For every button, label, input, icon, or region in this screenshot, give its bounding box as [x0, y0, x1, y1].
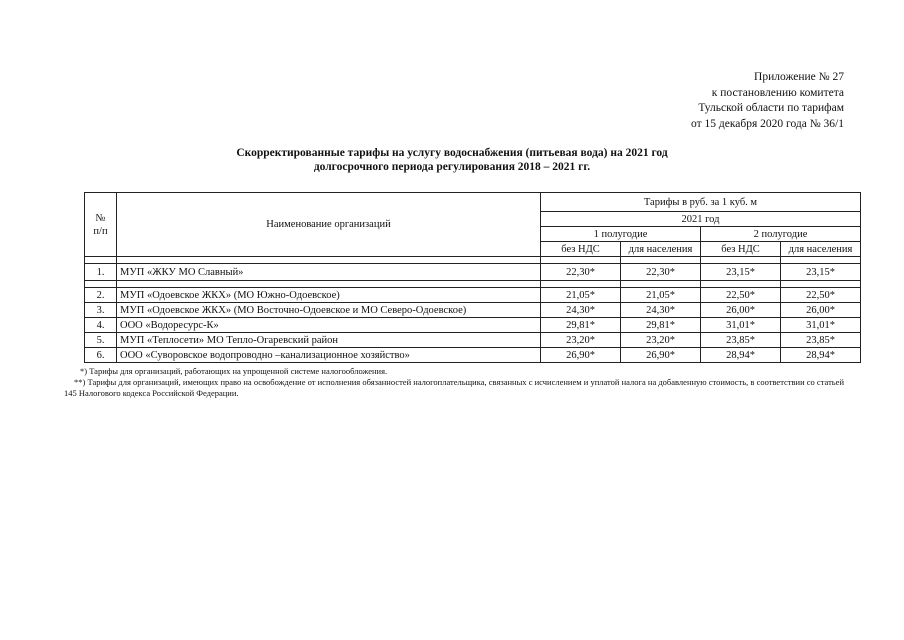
header-num-line-1: №: [95, 212, 106, 224]
header-year: 2021 год: [541, 212, 861, 227]
table-row: [85, 264, 861, 281]
header-no-vat-2: без НДС: [701, 242, 781, 257]
row-num: 6.: [85, 348, 117, 363]
table-row: [85, 318, 861, 333]
appendix-line-4: от 15 декабря 2020 года № 36/1: [691, 117, 844, 130]
row-h1-no-vat: 24,30*: [541, 303, 621, 318]
row-organization: МУП «ЖКУ МО Славный»: [117, 264, 541, 281]
header-half-1: 1 полугодие: [541, 227, 701, 242]
header-tariffs: Тарифы в руб. за 1 куб. м: [541, 193, 861, 212]
title-line-2: долгосрочного периода регулирования 2018 – 2021 гг.: [313, 161, 591, 173]
row-h2-no-vat: 22,50*: [701, 288, 781, 303]
row-h1-no-vat: 22,30*: [541, 264, 621, 281]
row-h1-no-vat: 29,81*: [541, 318, 621, 333]
appendix-block: [691, 70, 844, 132]
row-h2-population: 22,50*: [781, 288, 861, 303]
header-num-line-2: п/п: [93, 225, 108, 237]
table-row: [85, 333, 861, 348]
row-h1-population: 26,90*: [621, 348, 701, 363]
table-gap-row: [85, 281, 861, 288]
row-h1-population: 22,30*: [621, 264, 701, 281]
row-organization: МУП «Одоевское ЖКХ» (МО Южно-Одоевское): [117, 288, 541, 303]
row-h1-population: 21,05*: [621, 288, 701, 303]
document-title: [0, 146, 904, 174]
row-h1-no-vat: 21,05*: [541, 288, 621, 303]
header-row-1: [85, 193, 861, 212]
row-h2-population: 31,01*: [781, 318, 861, 333]
header-half-2: 2 полугодие: [701, 227, 861, 242]
footnote-1: *) Тарифы для организаций, работающих на упрощенной системе налогообложения.: [80, 366, 388, 376]
row-h2-population: 23,85*: [781, 333, 861, 348]
row-h1-no-vat: 23,20*: [541, 333, 621, 348]
row-num: 4.: [85, 318, 117, 333]
row-h1-no-vat: 26,90*: [541, 348, 621, 363]
appendix-line-1: Приложение № 27: [754, 71, 844, 83]
header-population-2: для населения: [781, 242, 861, 257]
header-no-vat-1: без НДС: [541, 242, 621, 257]
header-num: [85, 193, 117, 257]
tariffs-table: [84, 192, 861, 363]
row-h2-no-vat: 31,01*: [701, 318, 781, 333]
appendix-line-3: Тульской области по тарифам: [698, 102, 844, 114]
row-h2-no-vat: 23,15*: [701, 264, 781, 281]
table-row: [85, 288, 861, 303]
row-h2-population: 26,00*: [781, 303, 861, 318]
row-h2-no-vat: 28,94*: [701, 348, 781, 363]
row-h2-no-vat: 26,00*: [701, 303, 781, 318]
row-h2-no-vat: 23,85*: [701, 333, 781, 348]
header-population-1: для населения: [621, 242, 701, 257]
row-organization: ООО «Суворовское водопроводно –канализационное хозяйство»: [117, 348, 541, 363]
row-h1-population: 29,81*: [621, 318, 701, 333]
table-gap-row: [85, 257, 861, 264]
appendix-line-2: к постановлению комитета: [711, 86, 844, 99]
row-num: 2.: [85, 288, 117, 303]
footnotes: [64, 366, 844, 399]
table-row: [85, 303, 861, 318]
header-name: Наименование организаций: [117, 193, 541, 257]
row-h1-population: 24,30*: [621, 303, 701, 318]
title-line-1: Скорректированные тарифы на услугу водоснабжения (питьевая вода) на 2021 год: [236, 147, 668, 159]
row-num: 3.: [85, 303, 117, 318]
row-num: 1.: [85, 264, 117, 281]
row-organization: МУП «Теплосети» МО Тепло-Огаревский район: [117, 333, 541, 348]
row-organization: ООО «Водоресурс-К»: [117, 318, 541, 333]
row-h1-population: 23,20*: [621, 333, 701, 348]
row-h2-population: 23,15*: [781, 264, 861, 281]
row-num: 5.: [85, 333, 117, 348]
row-organization: МУП «Одоевское ЖКХ» (МО Восточно-Одоевское и МО Северо-Одоевское): [117, 303, 541, 318]
table-row: [85, 348, 861, 363]
row-h2-population: 28,94*: [781, 348, 861, 363]
footnote-2: **) Тарифы для организаций, имеющих право на освобождение от исполнения обязанностей налогоплательщика, связанных с исчислением и уплатой налога на добавленную стоимость, в соответствии со статьей 145 Налогового кодекса Российской Федерации.: [64, 377, 844, 398]
